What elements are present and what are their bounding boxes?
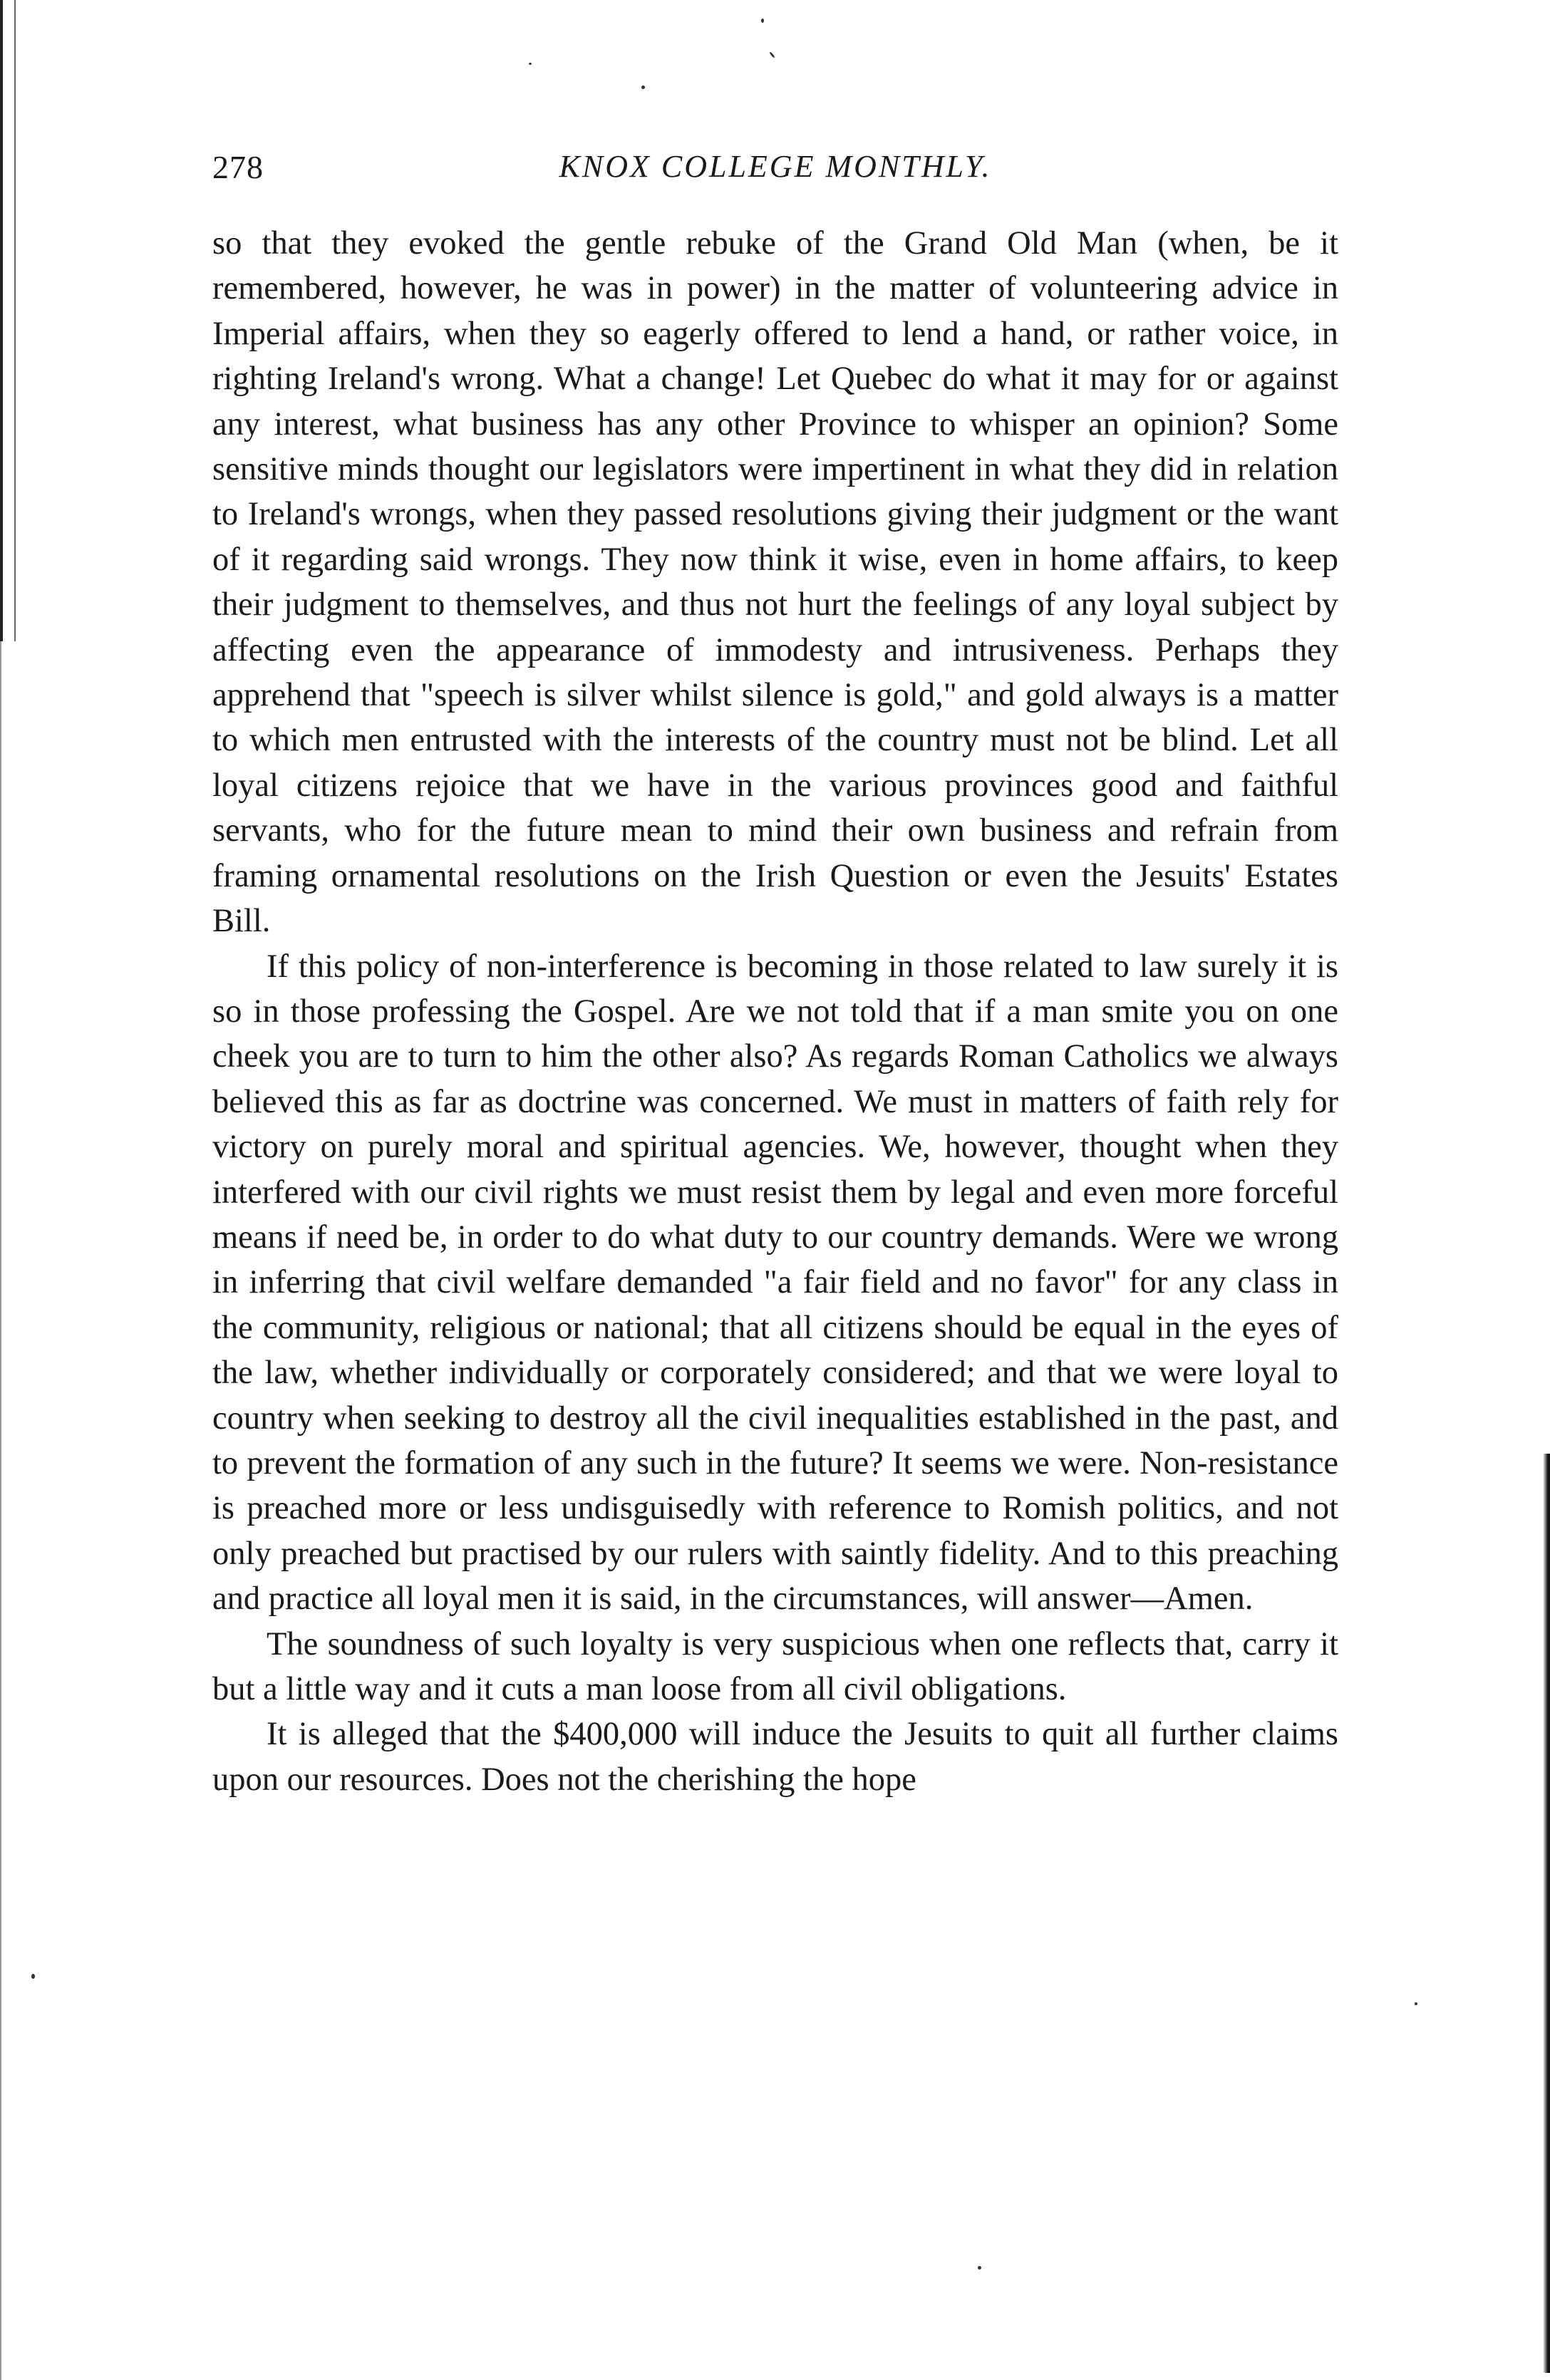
page-header	[212, 148, 1338, 198]
paragraph: If this policy of non-interference is becoming in those related to law surely it is so in those professing the Gospel. Are we not told that if a man smite you on one cheek you are to turn to him the other also? As regards Roman Catholics we always believed this as far as doctrine was concerned. We must in matters of faith rely for victory on purely moral and spiritual agencies. We, however, thought when they interfered with our civil rights we must resist them by legal and even more forceful means if need be, in order to do what duty to our country demands. Were we wrong in inferring that civil welfare demanded "a fair field and no favor" for any class in the community, religious or national; that all citizens should be equal in the eyes of the law, whether individually or corporately considered; and that we were loyal to country when seeking to destroy all the civil inequalities established in the past, and to prevent the formation of any such in the future? It seems we were. Non-resistance is preached more or less undisguisedly with reference to Romish politics, and not only preached but practised by our rulers with saintly fidelity. And to this preaching and practice all loyal men it is said, in the circumstances, will answer—Amen.	[212, 948, 1338, 1618]
scan-speck	[761, 19, 764, 23]
page-number: 278	[212, 149, 264, 185]
binding-edge-lower	[0, 641, 6, 2380]
binding-edge	[0, 0, 16, 641]
scan-speck	[31, 1974, 35, 1979]
scan-speck	[529, 63, 532, 65]
page-edge-shadow	[1543, 1454, 1550, 2373]
scan-speck	[641, 86, 645, 89]
paragraph: so that they evoked the gentle rebuke of the Grand Old Man (when, be it remembered, however, he was in power) in the matter of volunteering advice in Imperial affairs, when they so eagerly offered to lend a hand, or rather voice, in righting Ireland's wrong. What a change! Let Quebec do what it may for or against any interest, what business has any other Province to whisper an opinion? Some sensitive minds thought our legislators were impertinent in what they did in relation to Ireland's wrongs, when they passed resolutions giving their judgment or the want of it regarding said wrongs. They now think it wise, even in home affairs, to keep their judgment to themselves, and thus not hurt the feelings of any loyal subject by affecting even the appearance of immodesty and intrusiveness. Perhaps they apprehend that "speech is silver whilst silence is gold," and gold always is a matter to which men entrusted with the interests of the country must not be blind. Let all loyal citizens rejoice that we have in the various provinces good and faithful servants, who for the future mean to mind their own business and refrain from framing ornamental resolutions on the Irish Question or even the Jesuits' Estates Bill.	[212, 225, 1338, 940]
running-title: KNOX COLLEGE MONTHLY.	[559, 149, 992, 184]
paragraph: It is alleged that the $400,000 will induce the Jesuits to quit all further claims upon our resources. Does not the cherishing the hope	[212, 1716, 1338, 1798]
scan-speck	[769, 51, 775, 58]
scan-speck	[978, 2266, 981, 2270]
article-body	[212, 221, 1338, 1802]
paragraph: The soundness of such loyalty is very suspicious when one reflects that, carry it but a little way and it cuts a man loose from all civil obligations.	[212, 1625, 1338, 1707]
scan-speck	[1415, 2002, 1417, 2005]
